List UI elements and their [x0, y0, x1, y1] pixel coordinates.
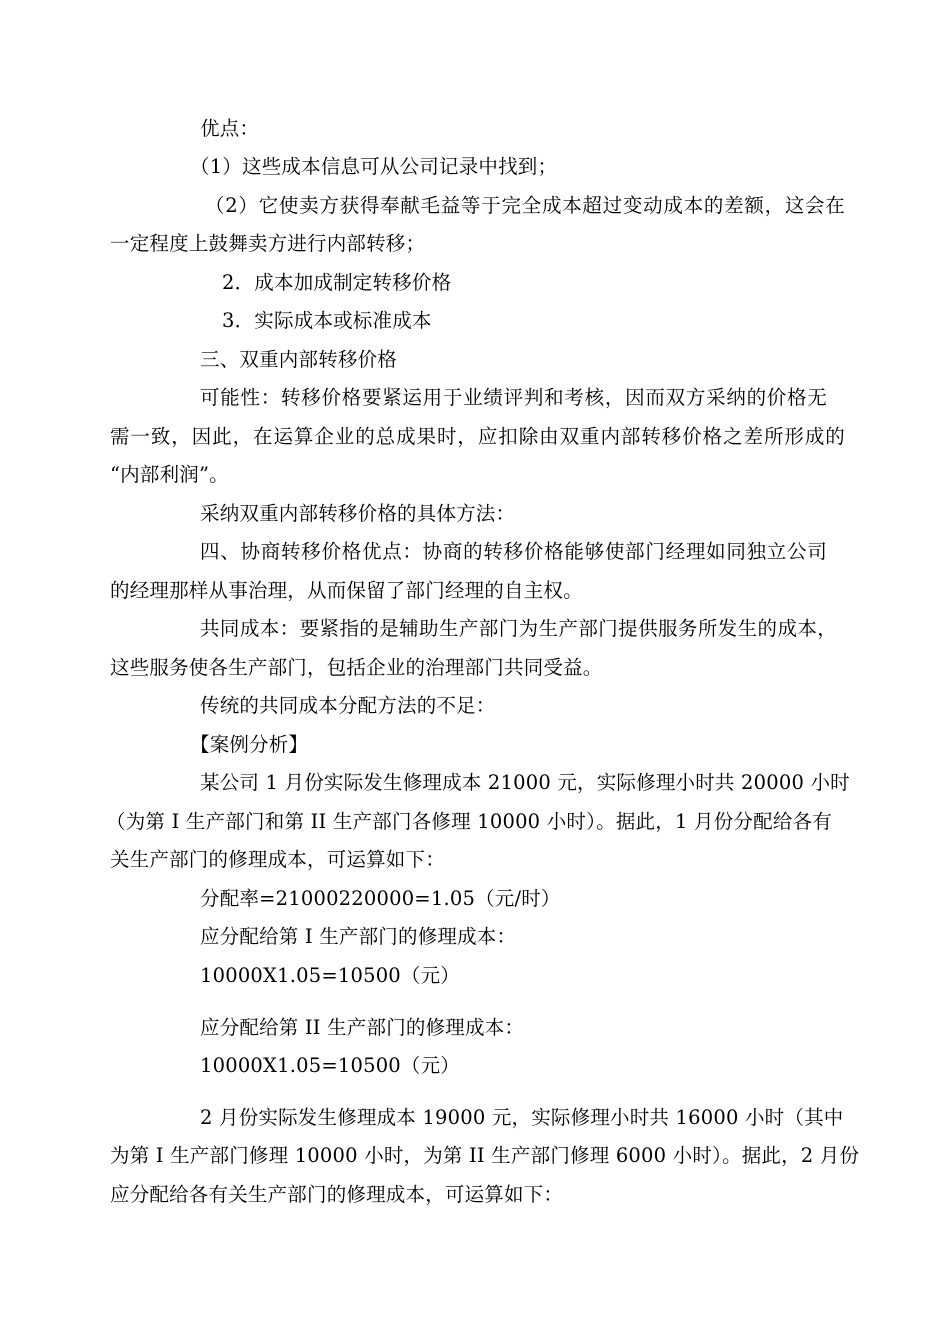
text-line: 采纳双重内部转移价格的具体方法：: [200, 502, 516, 525]
text-line: 3．实际成本或标准成本: [222, 309, 432, 332]
text-line: 一定程度上鼓舞卖方进行内部转移；: [110, 232, 426, 255]
text-line: 应分配给第 I 生产部门的修理成本：: [200, 925, 517, 948]
text-line: 的经理那样从事治理，从而保留了部门经理的自主权。: [110, 579, 583, 602]
text-line: 应分配给各有关生产部门的修理成本，可运算如下：: [110, 1183, 564, 1206]
text-line: （为第 I 生产部门和第 II 生产部门各修理 10000 小时）。据此，1 月份分配给各有: [106, 810, 832, 833]
text-line: 优点：: [200, 117, 260, 140]
text-line: 传统的共同成本分配方法的不足：: [200, 694, 496, 717]
formula-line: 10000X1.05=10500（元）: [200, 1054, 461, 1077]
text-line: 2 月份实际发生修理成本 19000 元，实际修理小时共 16000 小时（其中: [200, 1106, 844, 1129]
formula-line: 分配率=21000220000=1.05（元/时）: [200, 887, 561, 910]
text-line: 某公司 1 月份实际发生修理成本 21000 元，实际修理小时共 20000 小时: [200, 771, 850, 794]
case-heading: 【案例分析】: [190, 733, 309, 756]
text-line: 可能性：转移价格要紧运用于业绩评判和考核，因而双方采纳的价格无: [200, 386, 827, 409]
text-line: 为第 I 生产部门修理 10000 小时，为第 II 生产部门修理 6000 小时）。据此，2 月份: [110, 1144, 860, 1167]
section-heading: 四、协商转移价格优点：协商的转移价格能够使部门经理如同独立公司: [200, 540, 827, 563]
text-line: 需一致，因此，在运算企业的总成果时，应扣除由双重内部转移价格之差所形成的: [110, 425, 845, 448]
text-line: 关生产部门的修理成本，可运算如下：: [110, 848, 445, 871]
text-line: （2）它使卖方获得奉献毛益等于完全成本超过变动成本的差额，这会在: [205, 194, 845, 217]
text-line: 应分配给第 II 生产部门的修理成本：: [200, 1016, 525, 1039]
text-line: （1）这些成本信息可从公司记录中找到；: [190, 155, 558, 178]
formula-line: 10000X1.05=10500（元）: [200, 964, 461, 987]
text-line: 2．成本加成制定转移价格: [222, 271, 452, 294]
text-line: “内部利润”。: [110, 463, 229, 486]
text-line: 共同成本：要紧指的是辅助生产部门为生产部门提供服务所发生的成本，: [200, 617, 837, 640]
section-heading: 三、双重内部转移价格: [200, 348, 398, 371]
text-line: 这些服务使各生产部门，包括企业的治理部门共同受益。: [110, 656, 603, 679]
